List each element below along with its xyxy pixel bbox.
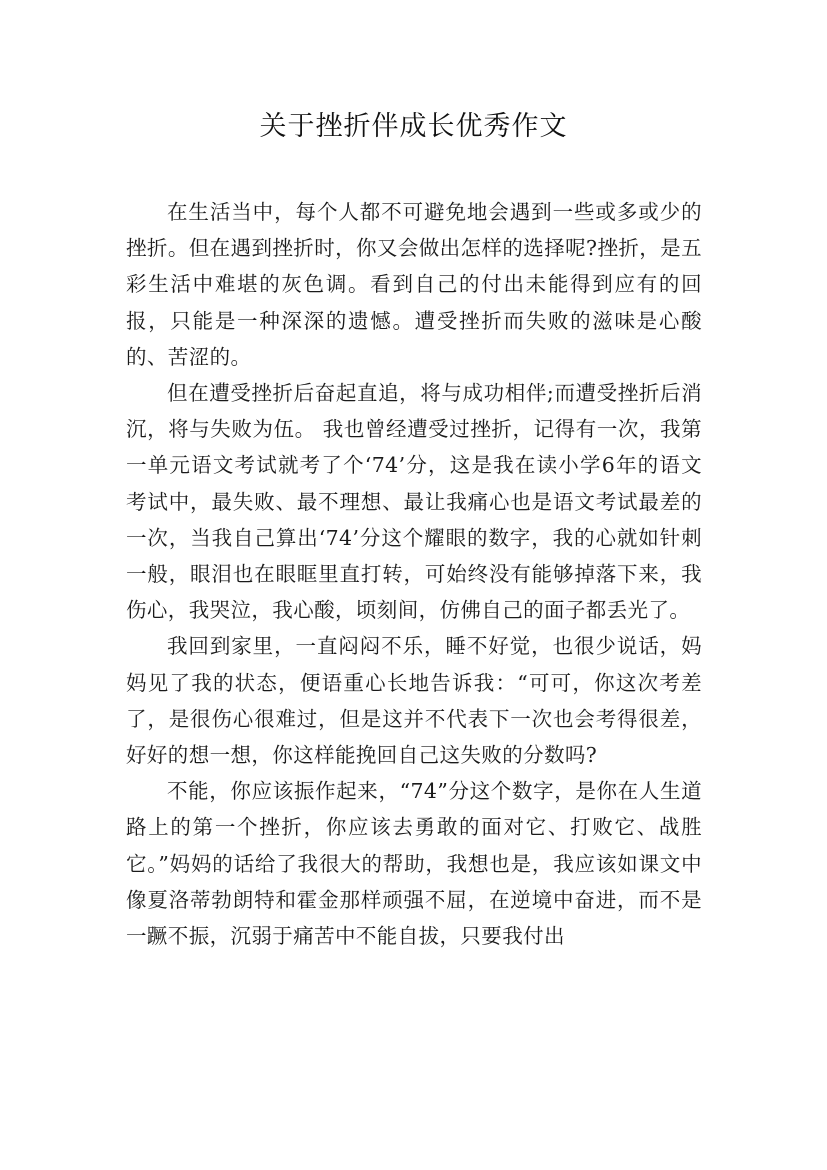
paragraph: 我回到家里，一直闷闷不乐，睡不好觉，也很少说话，妈妈见了我的状态，便语重心长地告诉我：“可可，你这次考差了，是很伤心很难过，但是这并不代表下一次也会考得很差，好好的想一想，你这样能挽回自己这失败的分数吗?: [126, 634, 702, 768]
paragraph: 在生活当中，每个人都不可避免地会遇到一些或多或少的挫折。但在遇到挫折时，你又会做出怎样的选择呢?挫折，是五彩生活中难堪的灰色调。看到自己的付出未能得到应有的回报，只能是一种深深的遗憾。遭受挫折而失败的滋味是心酸的、苦涩的。: [126, 200, 702, 369]
document-title: 关于挫折伴成长优秀作文: [259, 111, 568, 142]
document-body: [126, 194, 702, 954]
paragraph: 不能，你应该振作起来，“74”分这个数字，是你在人生道路上的第一个挫折，你应该去勇敢的面对它、打败它、战胜它。”妈妈的话给了我很大的帮助，我想也是，我应该如课文中像夏洛蒂勃朗特和霍金那样顽强不屈，在逆境中奋进，而不是一蹶不振，沉弱于痛苦中不能自拔，只要我付出: [126, 779, 702, 949]
paragraph: 但在遭受挫折后奋起直追，将与成功相伴;而遭受挫折后消沉，将与失败为伍。 我也曾经遭受过挫折，记得有一次，我第一单元语文考试就考了个‘74’分，这是我在读小学6年的语文考试中，最失败、最不理想、最让我痛心也是语文考试最差的一次，当我自己算出‘74’分这个耀眼的数字，我的心就如针刺一般，眼泪也在眼眶里直打转，可始终没有能够掉落下来，我伤心，我哭泣，我心酸，顷刻间，仿佛自己的面子都丢光了。: [126, 381, 702, 623]
